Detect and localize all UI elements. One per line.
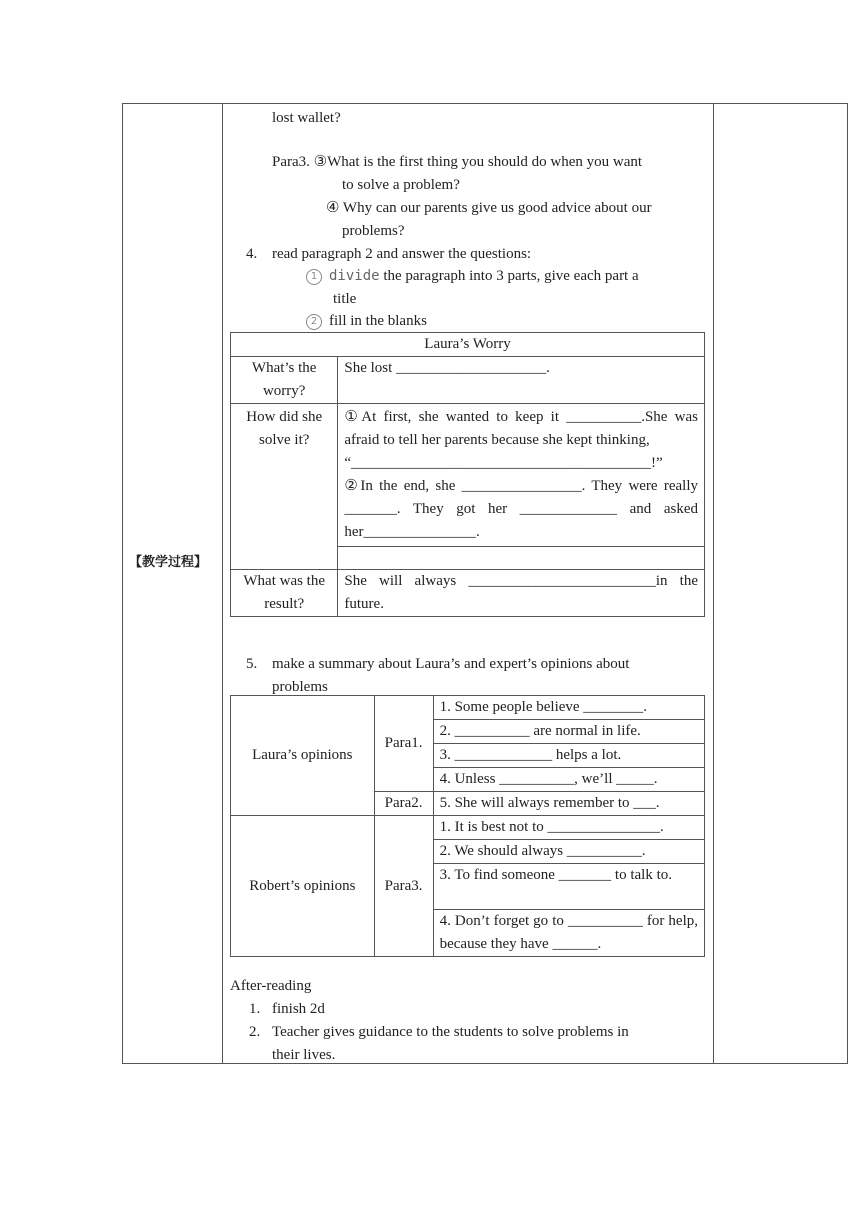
item-5-text-cont: problems: [272, 679, 328, 695]
laura-opinions-label: Laura’s opinions: [231, 696, 375, 816]
solve-quote-line: “________________________________________!”: [344, 455, 663, 471]
robert-opinion-3: 3. To find someone _______ to talk to.: [433, 864, 704, 910]
para3-label: Para3.: [374, 816, 433, 957]
laura-opinion-2: 2. __________ are normal in life.: [433, 720, 704, 744]
solve-step-2: ②In the end, she ________________. They were really _______. They got her _____________ and asked her_______________.: [344, 478, 698, 540]
after-item-2-number: 2.: [249, 1024, 261, 1040]
para3-question-3: Para3. ③What is the first thing you should do when you want: [272, 154, 643, 170]
para3-question-3-cont: to solve a problem?: [342, 177, 460, 193]
result-row-text: She will always _________________________in the future.: [338, 570, 705, 617]
solve-row-cell: [338, 404, 705, 570]
worry-table-title: Laura’s Worry: [231, 333, 705, 357]
sub-item-2-text: fill in the blanks: [329, 313, 427, 329]
robert-opinion-2: 2. We should always __________.: [433, 840, 704, 864]
frame-col-divider-2: [713, 103, 714, 1064]
frame-bottom-border: [122, 1063, 848, 1064]
item-5-number: 5.: [246, 656, 258, 672]
solve-step-1: ①At first, she wanted to keep it __________.She was afraid to tell her parents because she kept thinking,: [344, 409, 698, 448]
sub-item-1: [306, 265, 639, 288]
robert-opinions-label: Robert’s opinions: [231, 816, 375, 957]
laura-opinion-4: 4. Unless __________, we’ll _____.: [433, 768, 704, 792]
worry-row-text: She lost ____________________.: [338, 357, 705, 404]
frame-right-border: [847, 103, 848, 1064]
para1-label: Para1.: [374, 696, 433, 792]
divide-word: divide: [329, 268, 380, 284]
frame-col-divider-1: [222, 103, 223, 1064]
para2-label: Para2.: [374, 792, 433, 816]
after-item-1: finish 2d: [272, 1001, 325, 1017]
sub-item-2: [306, 310, 427, 333]
section-label: 【教学过程】: [129, 555, 208, 570]
sub-item-1-text: the paragraph into 3 parts, give each part a: [379, 268, 639, 284]
laura-worry-table: [230, 332, 705, 617]
para3-question-4-cont: problems?: [342, 223, 405, 239]
robert-opinion-1: 1. It is best not to _______________.: [433, 816, 704, 840]
frame-left-border: [122, 103, 123, 1064]
intro-line-lost-wallet: lost wallet?: [272, 110, 341, 126]
sub-item-1-cont: title: [333, 291, 357, 307]
worry-row-head: What’s the worry?: [231, 357, 338, 404]
item-4-number: 4.: [246, 246, 258, 262]
item-5-text: make a summary about Laura’s and expert’s opinions about: [272, 656, 630, 672]
solve-blank-row: [338, 546, 704, 569]
after-item-2-cont: their lives.: [272, 1047, 336, 1063]
after-reading-heading: After-reading: [230, 978, 312, 994]
circled-number-2-icon: 2: [306, 314, 322, 330]
opinions-table: [230, 695, 705, 957]
frame-top-border: [122, 103, 848, 104]
after-item-1-number: 1.: [249, 1001, 261, 1017]
solve-row-head: How did she solve it?: [231, 404, 338, 570]
laura-opinion-5: 5. She will always remember to ___.: [433, 792, 704, 816]
item-4-text: read paragraph 2 and answer the questions:: [272, 246, 532, 262]
laura-opinion-1: 1. Some people believe ________.: [433, 696, 704, 720]
laura-opinion-3: 3. _____________ helps a lot.: [433, 744, 704, 768]
after-item-2: Teacher gives guidance to the students to solve problems in: [272, 1024, 629, 1040]
para3-question-4: ④ Why can our parents give us good advice about our: [326, 200, 652, 216]
result-row-head: What was the result?: [231, 570, 338, 617]
circled-number-1-icon: 1: [306, 269, 322, 285]
robert-opinion-4: 4. Don’t forget go to __________ for help, because they have ______.: [433, 910, 704, 957]
